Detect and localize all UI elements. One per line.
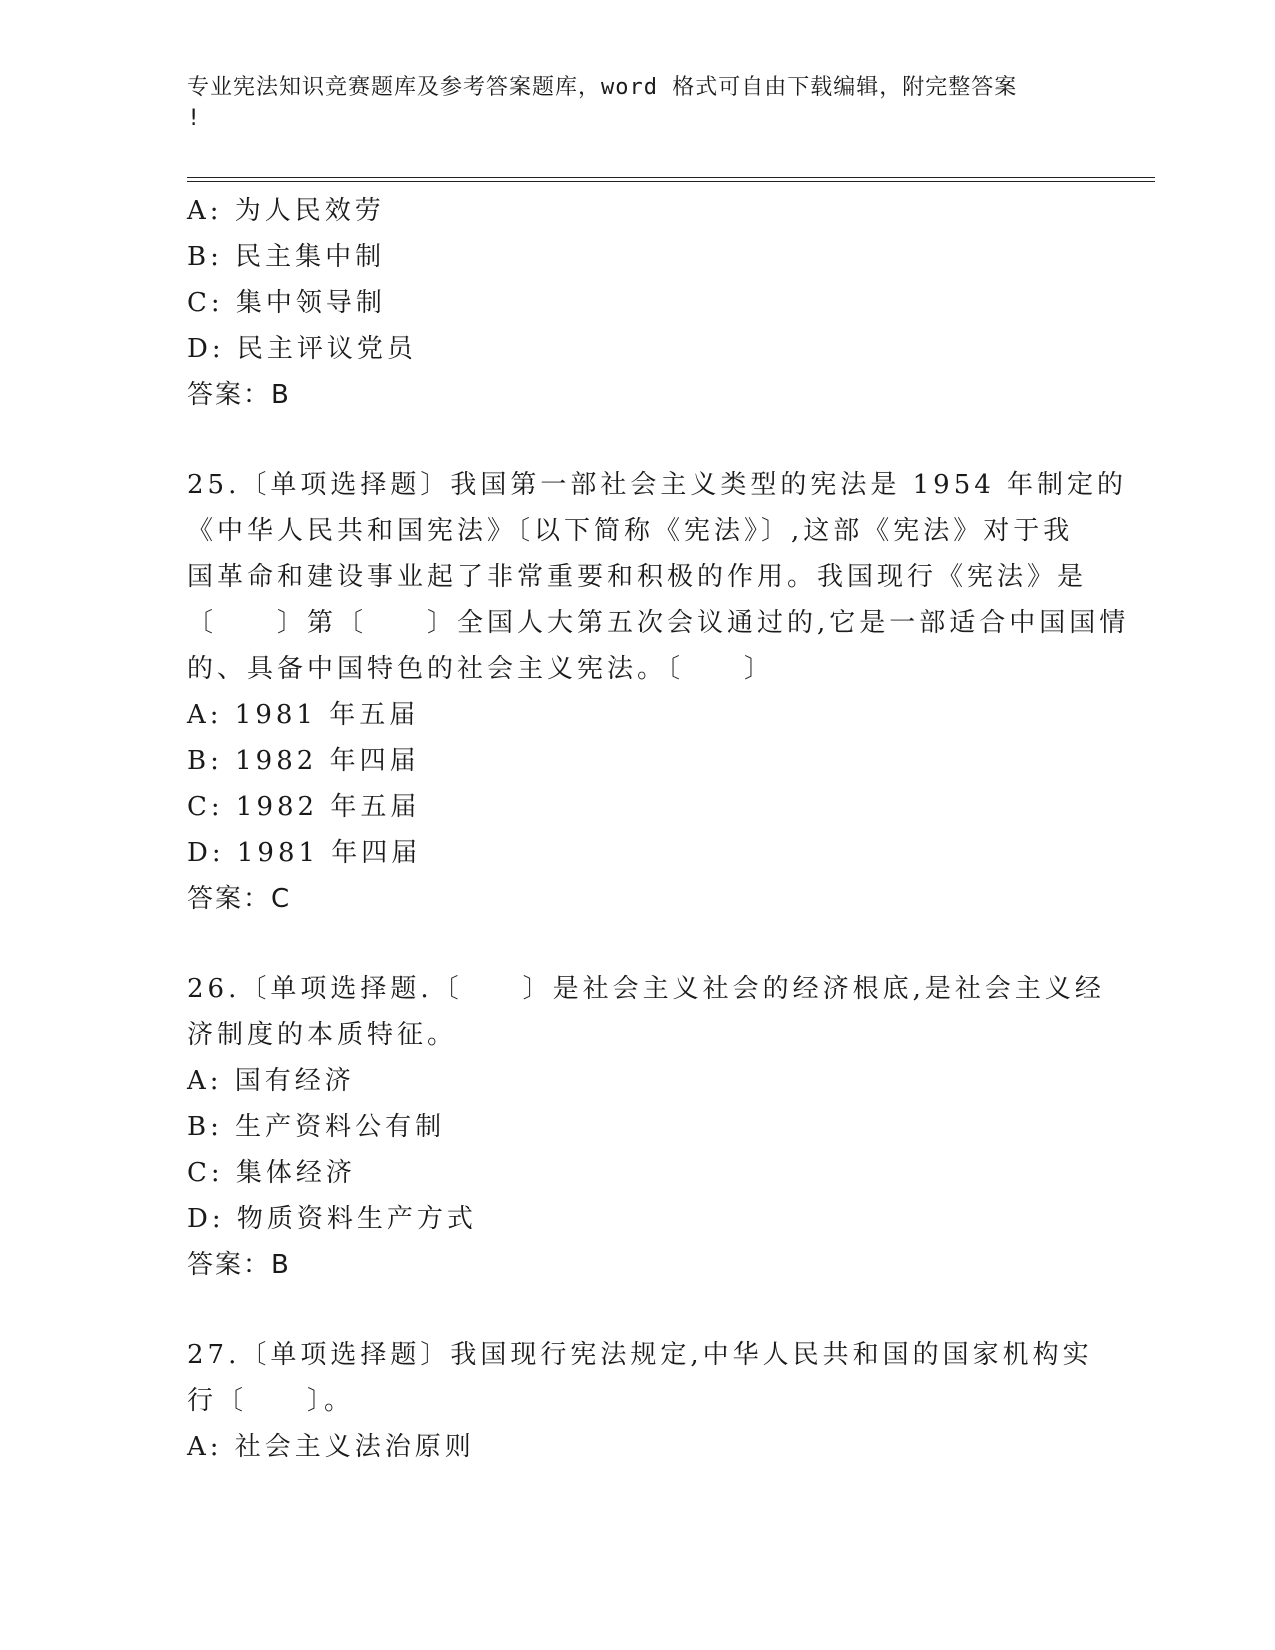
option-d: D: 民主评议党员	[187, 334, 417, 364]
question-stem-line: 26.〔单项选择题.〔 〕是社会主义社会的经济根底,是社会主义经	[187, 974, 1105, 1004]
option-b: B: 生产资料公有制	[187, 1112, 446, 1142]
question-stem-line: 25.〔单项选择题〕我国第一部社会主义类型的宪法是 1954 年制定的	[187, 470, 1128, 500]
question-stem-line: 国革命和建设事业起了非常重要和积极的作用。我国现行《宪法》是	[187, 562, 1088, 592]
option-d: D: 1981 年四届	[187, 838, 422, 868]
question-stem-line: 〔 〕第〔 〕全国人大第五次会议通过的,它是一部适合中国国情	[187, 608, 1130, 638]
question-list	[187, 188, 1130, 1470]
option-b: B: 1982 年四届	[187, 746, 420, 776]
header-divider-bottom	[187, 181, 1155, 182]
option-a: A: 1981 年五届	[187, 700, 420, 730]
question-stem-line: 济制度的本质特征。	[187, 1020, 458, 1050]
option-c: C: 1982 年五届	[187, 792, 421, 822]
header-title-line: 专业宪法知识竞赛题库及参考答案题库，word 格式可自由下载编辑，附完整答案	[187, 75, 1018, 100]
question-26	[187, 966, 1105, 1288]
option-d: D: 物质资料生产方式	[187, 1204, 477, 1234]
answer-line: 答案：B	[187, 380, 291, 410]
answer-line: 答案：C	[187, 884, 292, 914]
header-title-continuation: !	[187, 106, 202, 131]
option-a: A: 国有经济	[187, 1066, 355, 1096]
option-a: A: 为人民效劳	[187, 196, 385, 226]
question-27	[187, 1332, 1093, 1470]
question-24	[187, 188, 1087, 418]
option-c: C: 集中领导制	[187, 288, 386, 318]
option-b: B: 民主集中制	[187, 242, 386, 272]
question-stem-line: 行〔 〕。	[187, 1386, 355, 1416]
spacer	[187, 1288, 1087, 1332]
spacer	[187, 418, 1087, 462]
document-header	[187, 72, 1067, 134]
question-stem-line: 27.〔单项选择题〕我国现行宪法规定,中华人民共和国的国家机构实	[187, 1340, 1093, 1370]
option-c: C: 集体经济	[187, 1158, 356, 1188]
question-25	[187, 462, 1130, 922]
question-stem-line: 的、具备中国特色的社会主义宪法。〔 〕	[187, 654, 775, 684]
option-a: A: 社会主义法治原则	[187, 1432, 475, 1462]
question-stem-line: 《中华人民共和国宪法》〔以下简称《宪法》〕,这部《宪法》对于我	[187, 516, 1074, 546]
spacer	[187, 922, 1087, 966]
answer-line: 答案：B	[187, 1250, 291, 1280]
header-divider-top	[187, 177, 1155, 178]
